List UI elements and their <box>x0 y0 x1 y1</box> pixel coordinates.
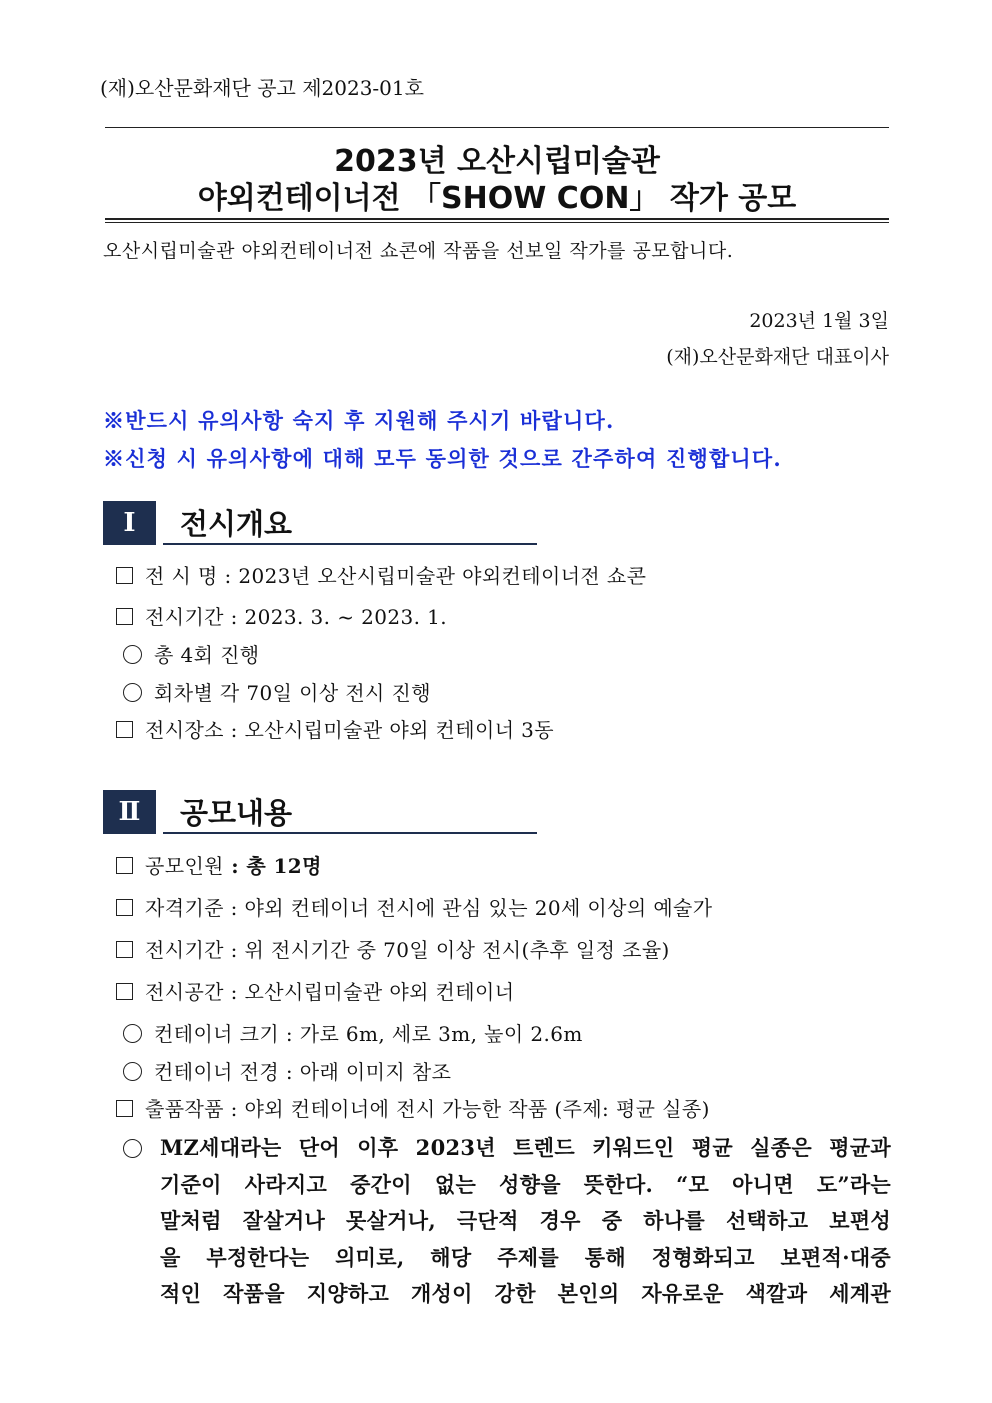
section-2-item-recruits: 공모인원 : 총 12명 <box>116 850 322 879</box>
section-2-item-space: 전시공간 : 오산시립미술관 야외 컨테이너 <box>116 976 514 1005</box>
section-2-number: Ⅱ <box>103 790 156 834</box>
section-2-title: 공모내용 <box>180 796 293 830</box>
circle-bullet-icon <box>123 645 142 664</box>
checkbox-icon <box>116 983 133 1000</box>
section-1-item-exhibition-name: 전 시 명 : 2023년 오산시립미술관 야외컨테이너전 쇼콘 <box>116 560 646 589</box>
checkbox-icon <box>116 608 133 625</box>
checkbox-icon <box>116 899 133 916</box>
notice-number: (재)오산문화재단 공고 제2023-01호 <box>100 76 424 100</box>
warning-1: ※반드시 유의사항 숙지 후 지원해 주시기 바랍니다. <box>103 408 615 433</box>
checkbox-icon <box>116 941 133 958</box>
section-1-title: 전시개요 <box>180 507 293 541</box>
section-2-underline <box>163 832 537 834</box>
section-1-sub-rounds: 총 4회 진행 <box>123 639 260 668</box>
top-rule <box>105 127 889 128</box>
checkbox-icon <box>116 1100 133 1117</box>
section-2-sub-container-view: 컨테이너 전경 : 아래 이미지 참조 <box>123 1056 451 1085</box>
section-1-item-venue: 전시장소 : 오산시립미술관 야외 컨테이너 3동 <box>116 714 554 743</box>
section-2-item-eligibility: 자격기준 : 야외 컨테이너 전시에 관심 있는 20세 이상의 예술가 <box>116 892 713 921</box>
section-1-item-exhibition-period: 전시기간 : 2023. 3. ~ 2023. 1. <box>116 601 447 630</box>
checkbox-icon <box>116 721 133 738</box>
section-2-sub-container-size: 컨테이너 크기 : 가로 6m, 세로 3m, 높이 2.6m <box>123 1018 583 1047</box>
organization-name: (재)오산문화재단 대표이사 <box>666 346 889 368</box>
circle-bullet-icon <box>123 1062 142 1081</box>
checkbox-icon <box>116 857 133 874</box>
theme-description-line: 을 부정한다는 의미로, 해당 주제를 통해 정형화되고 보편적·대중 <box>160 1244 891 1270</box>
section-2-item-period: 전시기간 : 위 전시기간 중 70일 이상 전시(추후 일정 조율) <box>116 934 670 963</box>
theme-description-line: MZ세대라는 단어 이후 2023년 트렌드 키워드인 평균 실종은 평균과 <box>160 1135 891 1160</box>
circle-bullet-icon <box>123 1139 142 1158</box>
theme-description-line: 적인 작품을 지양하고 개성이 강한 본인의 자유로운 색깔과 세계관 <box>160 1281 891 1306</box>
title-rule-lower <box>105 222 889 223</box>
section-1-sub-duration: 회차별 각 70일 이상 전시 진행 <box>123 677 431 706</box>
page-title-line1: 2023년 오산시립미술관 <box>334 144 660 179</box>
section-1-number: Ⅰ <box>103 501 156 545</box>
checkbox-icon <box>116 567 133 584</box>
section-2-item-artwork: 출품작품 : 야외 컨테이너에 전시 가능한 작품 (주제: 평균 실종) <box>116 1093 710 1122</box>
theme-description-line: 말처럼 잘살거나 못살거나, 극단적 경우 중 하나를 선택하고 보편성 <box>160 1208 891 1233</box>
notice-date: 2023년 1월 3일 <box>749 310 889 332</box>
intro-text: 오산시립미술관 야외컨테이너전 쇼콘에 작품을 선보일 작가를 공모합니다. <box>103 240 734 262</box>
warning-2: ※신청 시 유의사항에 대해 모두 동의한 것으로 간주하여 진행합니다. <box>103 446 782 471</box>
section-1-underline <box>163 543 537 545</box>
theme-description <box>160 1130 891 1313</box>
title-rule-upper <box>105 218 889 220</box>
circle-bullet-icon <box>123 683 142 702</box>
page-title-line2: 야외컨테이너전 「SHOW CON」 작가 공모 <box>197 181 797 216</box>
theme-description-line: 기준이 사라지고 중간이 없는 성향을 뜻한다. “모 아니면 도”라는 <box>160 1171 891 1197</box>
circle-bullet-icon <box>123 1024 142 1043</box>
